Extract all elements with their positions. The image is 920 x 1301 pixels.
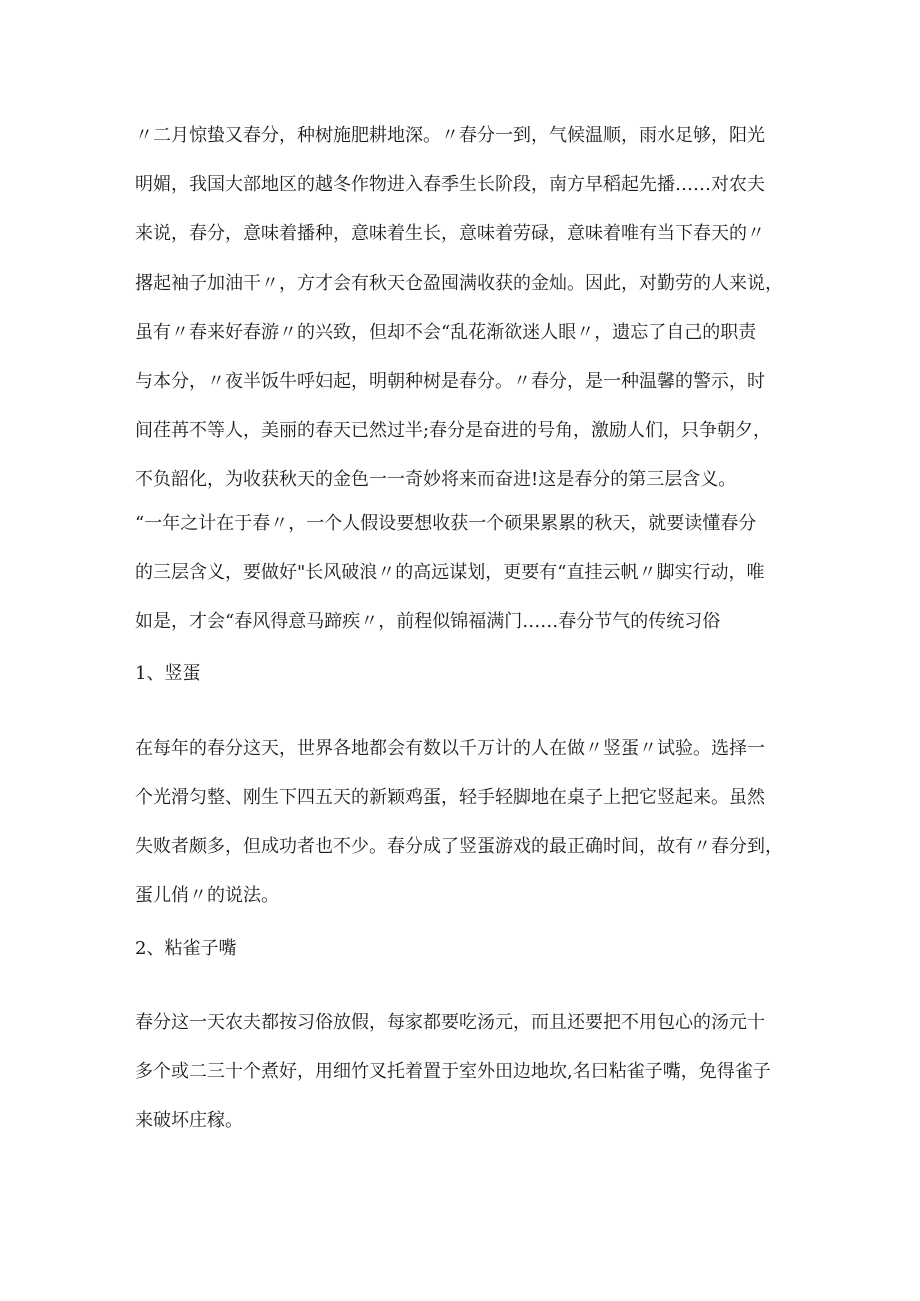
text-line: 在每年的春分这天，世界各地都会有数以千万计的人在做〃竖蛋〃试验。选择一 (135, 738, 765, 759)
text-line: 如是，才会“春风得意马蹄疾〃，前程似锦福满门……春分节气的传统习俗 (135, 611, 721, 632)
text-line: “一年之计在于春〃，一个人假设要想收获一个硕果累累的秋天，就要读懂春分 (135, 513, 757, 534)
text-line: 个光滑匀整、刚生下四五天的新颖鸡蛋，轻手轻脚地在桌子上把它竖起来。虽然 (135, 787, 765, 808)
section-heading-egg-standing: 1、竖蛋 (135, 663, 201, 684)
text-line: 的三层含义，要做好"长风破浪〃的高远谋划，更要有“直挂云帆〃脚实行动，唯 (135, 562, 765, 583)
text-line: 不负韶化，为收获秋天的金色一一奇妙将来而奋进!这是春分的第三层含义。 (135, 469, 737, 490)
text-line: 来破坏庄稼。 (135, 1110, 243, 1131)
text-line: 蛋儿俏〃的说法。 (135, 885, 279, 906)
text-line: 春分这一天农夫都按习俗放假，每家都要吃汤元，而且还要把不用包心的汤元十 (135, 1012, 765, 1033)
text-line: 来说，春分，意味着播种，意味着生长，意味着劳碌，意味着唯有当下春天的〃 (135, 223, 765, 244)
text-line: 间荏苒不等人，美丽的春天已然过半;春分是奋进的号角，激励人们，只争朝夕， (135, 420, 772, 441)
text-line: 失败者颇多，但成功者也不少。春分成了竖蛋游戏的最正确时间，故有〃春分到， (135, 836, 783, 857)
section-heading-sparrow-beak: 2、粘雀子嘴 (135, 938, 237, 959)
text-line: 明媚，我国大部地区的越冬作物进入春季生长阶段，南方早稻起先播……对农夫 (135, 174, 765, 195)
text-line: 多个或二三十个煮好，用细竹叉托着置于室外田边地坎,名曰粘雀子嘴，免得雀子 (135, 1061, 771, 1082)
text-line: 虽有〃春来好春游〃的兴致，但却不会“乱花渐欲迷人眼〃，遗忘了自己的职责 (135, 322, 757, 343)
text-line: 〃二月惊蛰又春分，种树施肥耕地深。〃春分一到，气候温顺，雨水足够，阳光 (135, 125, 765, 146)
text-line: 撂起袖子加油干〃，方才会有秋天仓盈囤满收获的金灿。因此，对勤劳的人来说， (135, 273, 783, 294)
text-line: 与本分，〃夜半饭牛呼妇起，明朝种树是春分。〃春分，是一种温馨的警示，时 (135, 371, 765, 392)
